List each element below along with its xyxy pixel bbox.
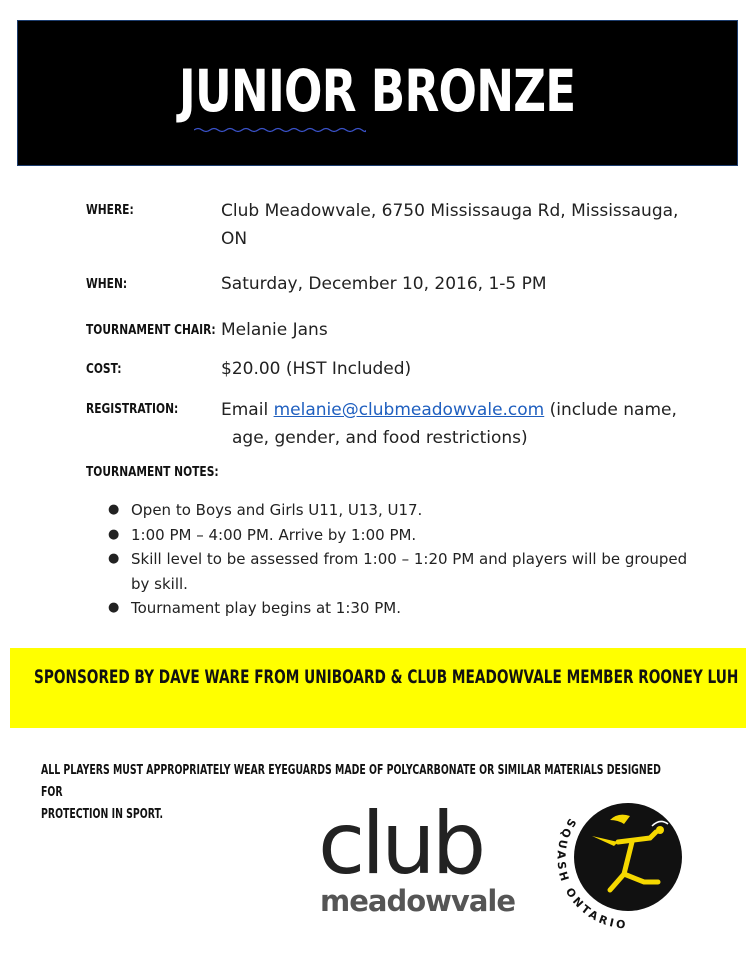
list-item (108, 547, 701, 596)
list-item (108, 596, 701, 621)
registration-suffix: (include name, (549, 400, 677, 420)
note-text: Tournament play begins at 1:30 PM. (131, 599, 401, 617)
list-item (108, 523, 701, 548)
club-meadowvale-logo (318, 794, 518, 918)
cost-value: $20.00 (HST Included) (221, 359, 412, 379)
club-logo-word: club (318, 794, 483, 894)
registration-value-line2: age, gender, and food restrictions) (232, 428, 528, 448)
where-value-line2: ON (221, 229, 248, 249)
where-value-line1: Club Meadowvale, 6750 Mississauga Rd, Mississauga, (221, 201, 679, 221)
registration-prefix: Email (221, 400, 269, 420)
squash-ontario-logo (548, 790, 698, 930)
list-item (108, 498, 701, 523)
where-label: WHERE: (86, 203, 134, 218)
chair-label: TOURNAMENT CHAIR: (86, 323, 216, 338)
bullet-icon: ● (108, 502, 120, 517)
notes-label: TOURNAMENT NOTES: (86, 465, 219, 480)
bullet-icon: ● (108, 551, 120, 566)
squash-ontario-text: SQUASH ONTARIO (554, 816, 629, 930)
registration-label: REGISTRATION: (86, 402, 179, 417)
when-label: WHEN: (86, 277, 128, 292)
warning-line1: ALL PLAYERS MUST APPROPRIATELY WEAR EYEGUARDS MADE OF POLYCARBONATE OR SIMILAR MATERIALS DESIGNED FOR (41, 763, 661, 800)
note-text: 1:00 PM – 4:00 PM. Arrive by 1:00 PM. (131, 525, 417, 544)
spellcheck-squiggle (194, 127, 366, 133)
bullet-icon: ● (108, 526, 120, 542)
page-title: JUNIOR BRONZE (179, 57, 576, 125)
notes-list (108, 498, 701, 621)
registration-email-link[interactable]: melanie@clubmeadowvale.com (273, 400, 545, 420)
note-text-continued: by skill. (131, 574, 188, 593)
club-logo-subword: meadowvale (320, 884, 516, 918)
sponsor-banner (10, 648, 746, 728)
warning-line2: PROTECTION IN SPORT. (41, 807, 164, 822)
cost-label: COST: (86, 362, 122, 377)
note-text: Open to Boys and Girls U11, U13, U17. (131, 501, 423, 519)
title-banner (17, 20, 738, 166)
bullet-icon: ● (108, 600, 120, 615)
chair-value: Melanie Jans (221, 320, 328, 340)
note-text: Skill level to be assessed from 1:00 – 1:20 PM and players will be grouped (131, 550, 688, 568)
when-value: Saturday, December 10, 2016, 1-5 PM (221, 274, 547, 294)
registration-value (221, 396, 677, 424)
sponsor-text: SPONSORED BY DAVE WARE FROM UNIBOARD & CLUB MEADOWVALE MEMBER ROONEY LUH (34, 666, 739, 688)
